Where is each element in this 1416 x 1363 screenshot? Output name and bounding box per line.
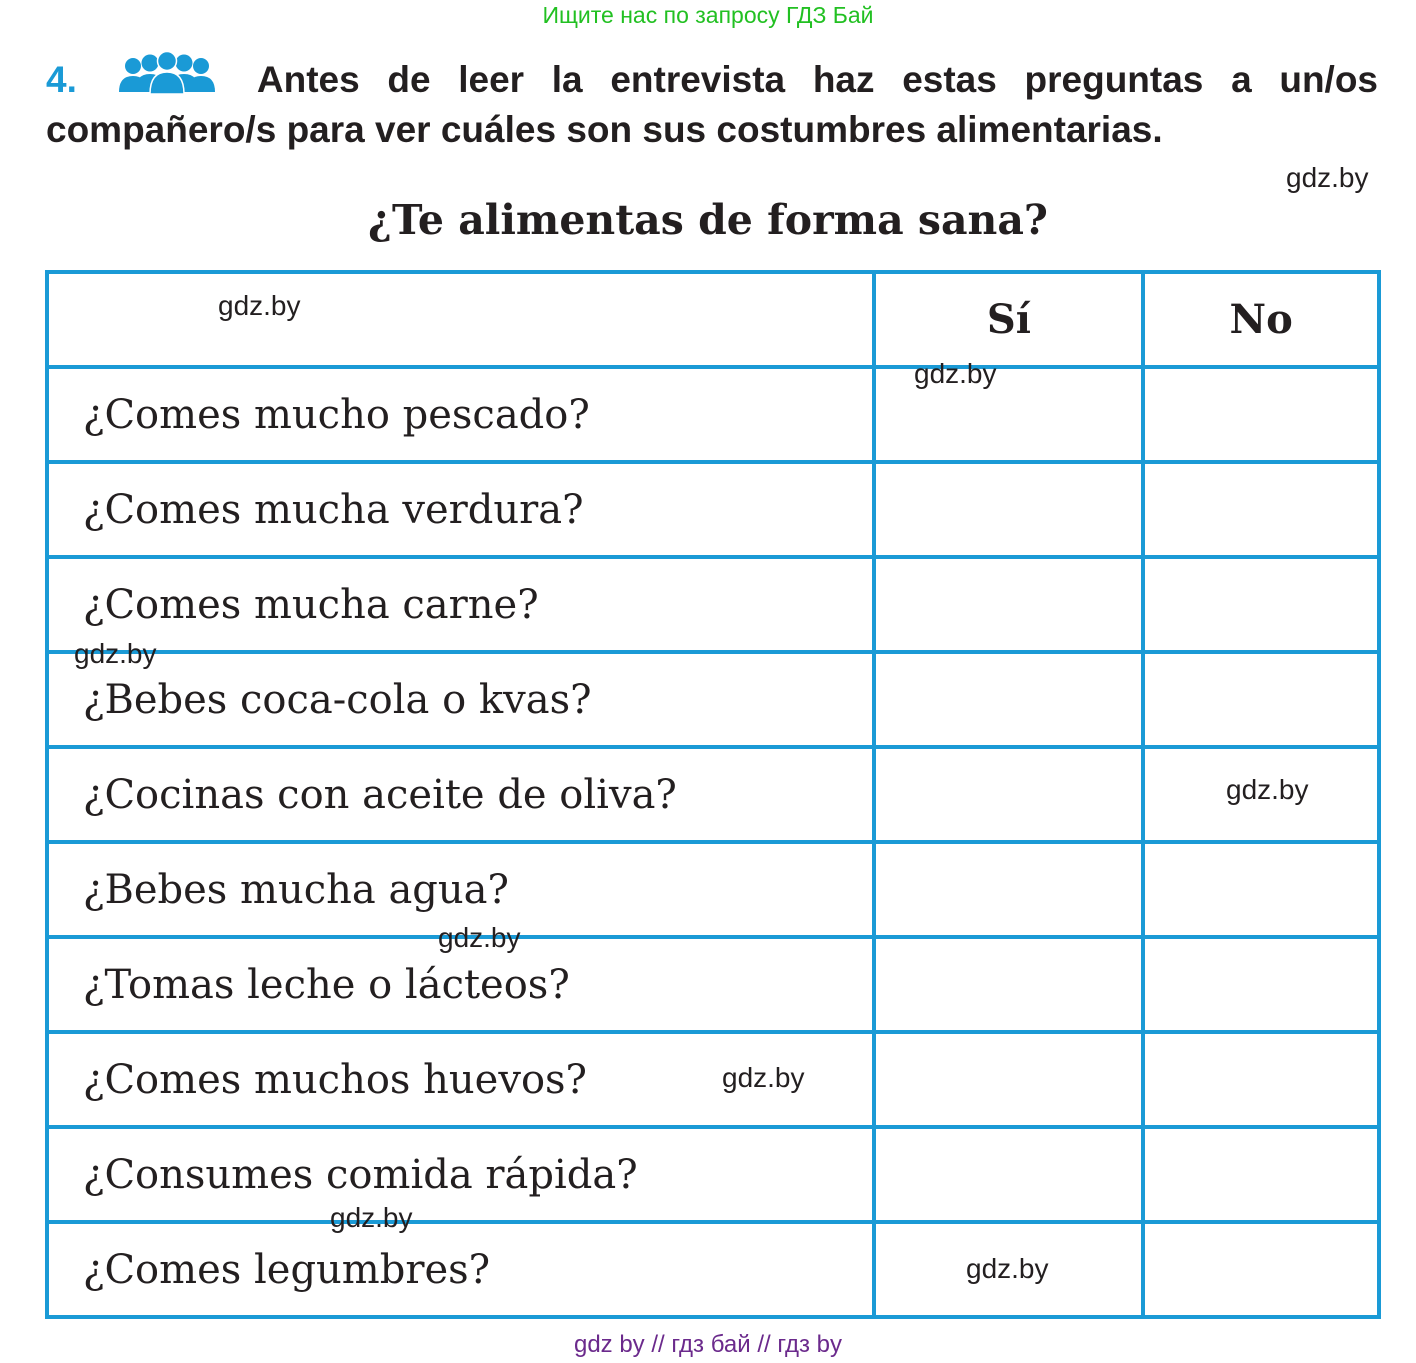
table-row [47,367,1379,462]
table-row [47,1127,1379,1222]
page-title: ¿Te alimentas de forma sana? [368,196,1048,244]
top-banner: Ищите нас по запросу ГДЗ Бай [542,2,874,28]
answer-cell-si[interactable] [874,1127,1143,1222]
answer-cell-si[interactable] [874,1032,1143,1127]
question-cell: ¿Bebes mucha agua? [47,842,874,937]
table-row [47,842,1379,937]
answer-cell-si[interactable] [874,937,1143,1032]
answer-cell-si[interactable] [874,842,1143,937]
group-work-icon [117,52,217,94]
table-row [47,652,1379,747]
question-cell: ¿Tomas leche o lácteos? [47,937,874,1032]
answer-cell-no[interactable] [1143,1127,1379,1222]
answer-cell-no[interactable] [1143,557,1379,652]
watermark: gdz.by [330,1202,413,1233]
header-cell-question [47,272,874,367]
table-row [47,557,1379,652]
answer-cell-no[interactable] [1143,1222,1379,1317]
header-cell-no: No [1143,272,1379,367]
answer-cell-si[interactable] [874,462,1143,557]
watermark: gdz.by [74,638,157,669]
watermark: gdz.by [1226,774,1309,805]
watermark: gdz.by [966,1253,1049,1284]
answer-cell-si[interactable] [874,652,1143,747]
watermark: gdz.by [914,358,997,389]
question-cell: ¿Comes legumbres? [47,1222,874,1317]
question-cell: ¿Comes mucha carne? [47,557,874,652]
table-row [47,1032,1379,1127]
answer-cell-no[interactable] [1143,842,1379,937]
instruction-text: Antes de leer la entrevista haz estas preguntas a un/os compañero/s para ver cuáles son sus costumbres alimentarias. [46,59,1379,150]
survey-table [45,270,1381,1319]
watermark: gdz.by [438,922,521,953]
question-cell: ¿Bebes coca-cola o kvas? [47,652,874,747]
watermark: gdz.by [1286,162,1369,193]
answer-cell-si[interactable] [874,747,1143,842]
answer-cell-no[interactable] [1143,1032,1379,1127]
table-row [47,747,1379,842]
question-cell: ¿Comes mucho pescado? [47,367,874,462]
answer-cell-no[interactable] [1143,367,1379,462]
question-cell: ¿Comes mucha verdura? [47,462,874,557]
watermark: gdz.by [218,290,301,321]
answer-cell-no[interactable] [1143,652,1379,747]
question-cell: ¿Consumes comida rápida? [47,1127,874,1222]
task-instruction [46,52,1378,155]
footer-watermark: gdz by // гдз бай // гдз by [573,1331,843,1358]
task-number: 4. [46,59,77,100]
answer-cell-no[interactable] [1143,937,1379,1032]
table-row [47,937,1379,1032]
watermark: gdz.by [722,1062,805,1093]
header-cell-si: Sí [874,272,1143,367]
question-cell: ¿Cocinas con aceite de oliva? [47,747,874,842]
table-row [47,462,1379,557]
question-cell: ¿Comes muchos huevos? [47,1032,874,1127]
table-row [47,1222,1379,1317]
answer-cell-no[interactable] [1143,462,1379,557]
answer-cell-si[interactable] [874,557,1143,652]
